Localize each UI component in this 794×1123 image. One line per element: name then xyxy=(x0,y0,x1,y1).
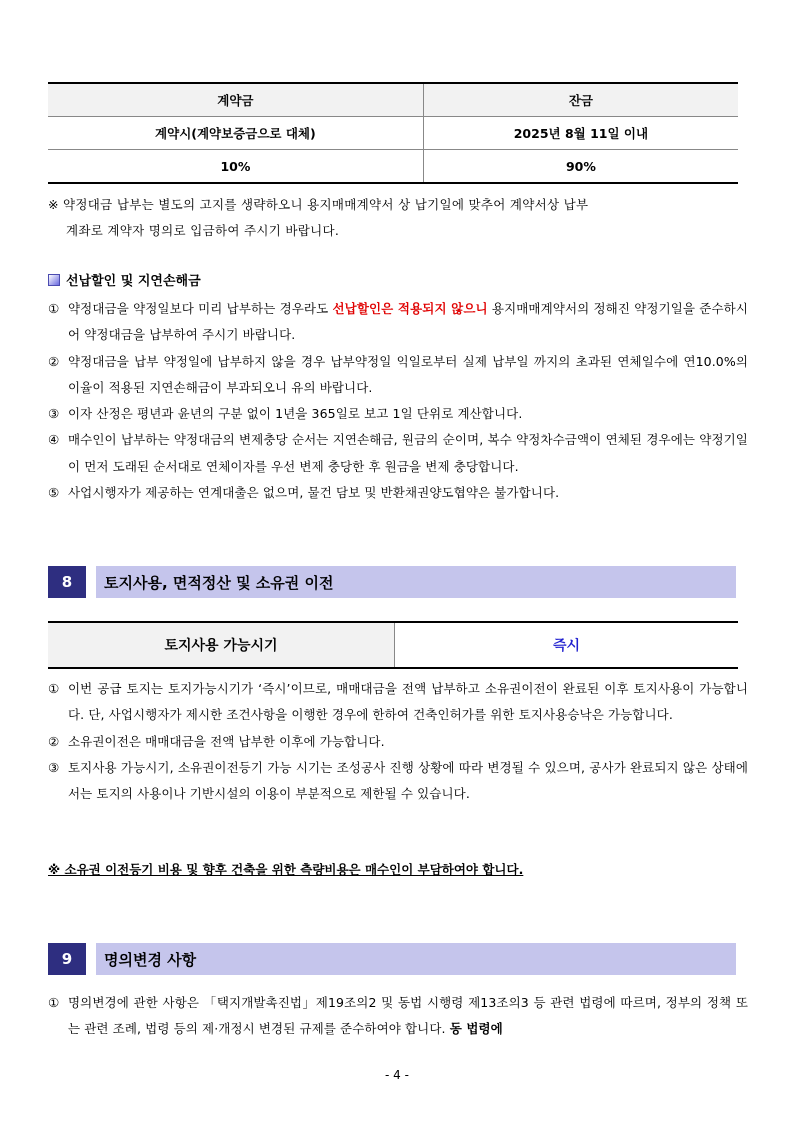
item-text xyxy=(68,296,748,349)
land-use-value: 즉시 xyxy=(395,622,739,668)
warning-text: 선납할인은 적용되지 않으니 xyxy=(332,301,488,316)
list-item xyxy=(48,729,748,755)
land-use-label: 토지사용 가능시기 xyxy=(48,622,395,668)
table-header-row xyxy=(48,83,738,117)
table-row xyxy=(48,117,738,150)
list-item xyxy=(48,480,748,506)
item-text-body: 명의변경에 관한 사항은 「택지개발촉진법」제19조의2 및 동법 시행령 제13조의3 등 관련 법령에 따르며, 정부의 정책 또는 관련 조례, 법령 등의 제·개정시 변경된 규제를 준수하여야 합니다. xyxy=(68,995,748,1037)
table-cell: 90% xyxy=(423,150,738,184)
list-item xyxy=(48,349,748,402)
section-number: 9 xyxy=(48,943,86,975)
section-title: 명의변경 사항 xyxy=(96,943,736,975)
table-cell: 계약시(계약보증금으로 대체) xyxy=(48,117,423,150)
list-item xyxy=(48,676,748,729)
section-title: 토지사용, 면적정산 및 소유권 이전 xyxy=(96,566,736,598)
payment-note xyxy=(48,192,748,244)
cost-burden-note: ※ 소유권 이전등기 비용 및 향후 건축을 위한 측량비용은 매수인이 부담하여야 합니다. xyxy=(48,862,524,877)
item-number: ② xyxy=(48,353,60,369)
item-number: ① xyxy=(48,301,60,316)
item-number: ④ xyxy=(48,432,60,448)
header-deposit: 계약금 xyxy=(48,83,423,117)
section-9-list xyxy=(48,990,748,1043)
section-8-header xyxy=(48,566,736,598)
section-8-list xyxy=(48,676,748,807)
item-text: 이번 공급 토지는 토지가능시기가 ‘즉시’이므로, 매매대금을 전액 납부하고 소유권이전이 완료된 이후 토지사용이 가능합니다. 단, 사업시행자가 제시한 조건사항을 이행한 경우에 한하여 건축인허가를 위한 토지사용승낙은 가능합니다. xyxy=(68,681,748,723)
item-text: 이자 산정은 평년과 윤년의 구분 없이 1년을 365일로 보고 1일 단위로 계산합니다. xyxy=(68,406,523,422)
item-text: 소유권이전은 매매대금을 전액 납부한 이후에 가능합니다. xyxy=(68,733,385,749)
table-row xyxy=(48,150,738,184)
discount-heading xyxy=(48,270,201,289)
square-bullet-icon xyxy=(48,274,60,286)
item-text: 토지사용 가능시기, 소유권이전등기 가능 시기는 조성공사 진행 상황에 따라 변경될 수 있으며, 공사가 완료되지 않은 상태에서는 토지의 사용이나 기반시설의 이용이 부분적으로 제한될 수 있습니다. xyxy=(68,759,748,802)
page-number: - 4 - xyxy=(385,1068,409,1082)
item-text xyxy=(68,990,748,1043)
item-text: 약정대금을 납부 약정일에 납부하지 않을 경우 납부약정일 익일로부터 실제 납부일 까지의 초과된 연체일수에 연10.0%의 이율이 적용된 지연손해금이 부과되오니 유의 바랍니다. xyxy=(68,353,748,395)
payment-schedule-table xyxy=(48,82,738,184)
item-text: 사업시행자가 제공하는 연계대출은 없으며, 물건 담보 및 반환채권양도협약은 불가합니다. xyxy=(68,485,560,501)
list-item xyxy=(48,755,748,808)
discount-list xyxy=(48,296,748,506)
list-item xyxy=(48,401,748,427)
section-number: 8 xyxy=(48,566,86,598)
list-item xyxy=(48,296,748,349)
list-item xyxy=(48,990,748,1043)
table-cell: 10% xyxy=(48,150,423,184)
item-text-bold: 동 법령에 xyxy=(449,1021,503,1037)
item-number: ① xyxy=(48,995,60,1010)
header-balance: 잔금 xyxy=(423,83,738,117)
table-cell: 2025년 8월 11일 이내 xyxy=(423,117,738,150)
item-text: 매수인이 납부하는 약정대금의 변제충당 순서는 지연손해금, 원금의 순이며, 복수 약정차수금액이 연체된 경우에는 약정기일이 먼저 도래된 순서대로 연체이자를 우선 변제 충당한 후 원금을 변제 충당합니다. xyxy=(68,432,748,474)
section-9-header xyxy=(48,943,736,975)
discount-heading-text: 선납할인 및 지연손해금 xyxy=(66,274,201,289)
item-number: ① xyxy=(48,681,60,696)
item-text-pre: 약정대금을 약정일보다 미리 납부하는 경우라도 xyxy=(68,301,333,316)
item-number: ② xyxy=(48,733,60,749)
table-row xyxy=(48,622,738,668)
payment-note-line1: ※ 약정대금 납부는 별도의 고지를 생략하오니 용지매매계약서 상 납기일에 맞추어 계약서상 납부 xyxy=(48,197,589,212)
item-number: ⑤ xyxy=(48,485,60,501)
land-use-table xyxy=(48,621,738,669)
list-item xyxy=(48,427,748,480)
item-number: ③ xyxy=(48,759,60,775)
item-text-post: 용지매매계약서의 정해진 약정기일을 준수하시어 약정대금을 납부하여 주시기 바랍니다. xyxy=(68,301,748,343)
payment-note-line2: 계좌로 계약자 명의로 입금하여 주시기 바랍니다. xyxy=(66,223,340,238)
item-number: ③ xyxy=(48,406,60,422)
